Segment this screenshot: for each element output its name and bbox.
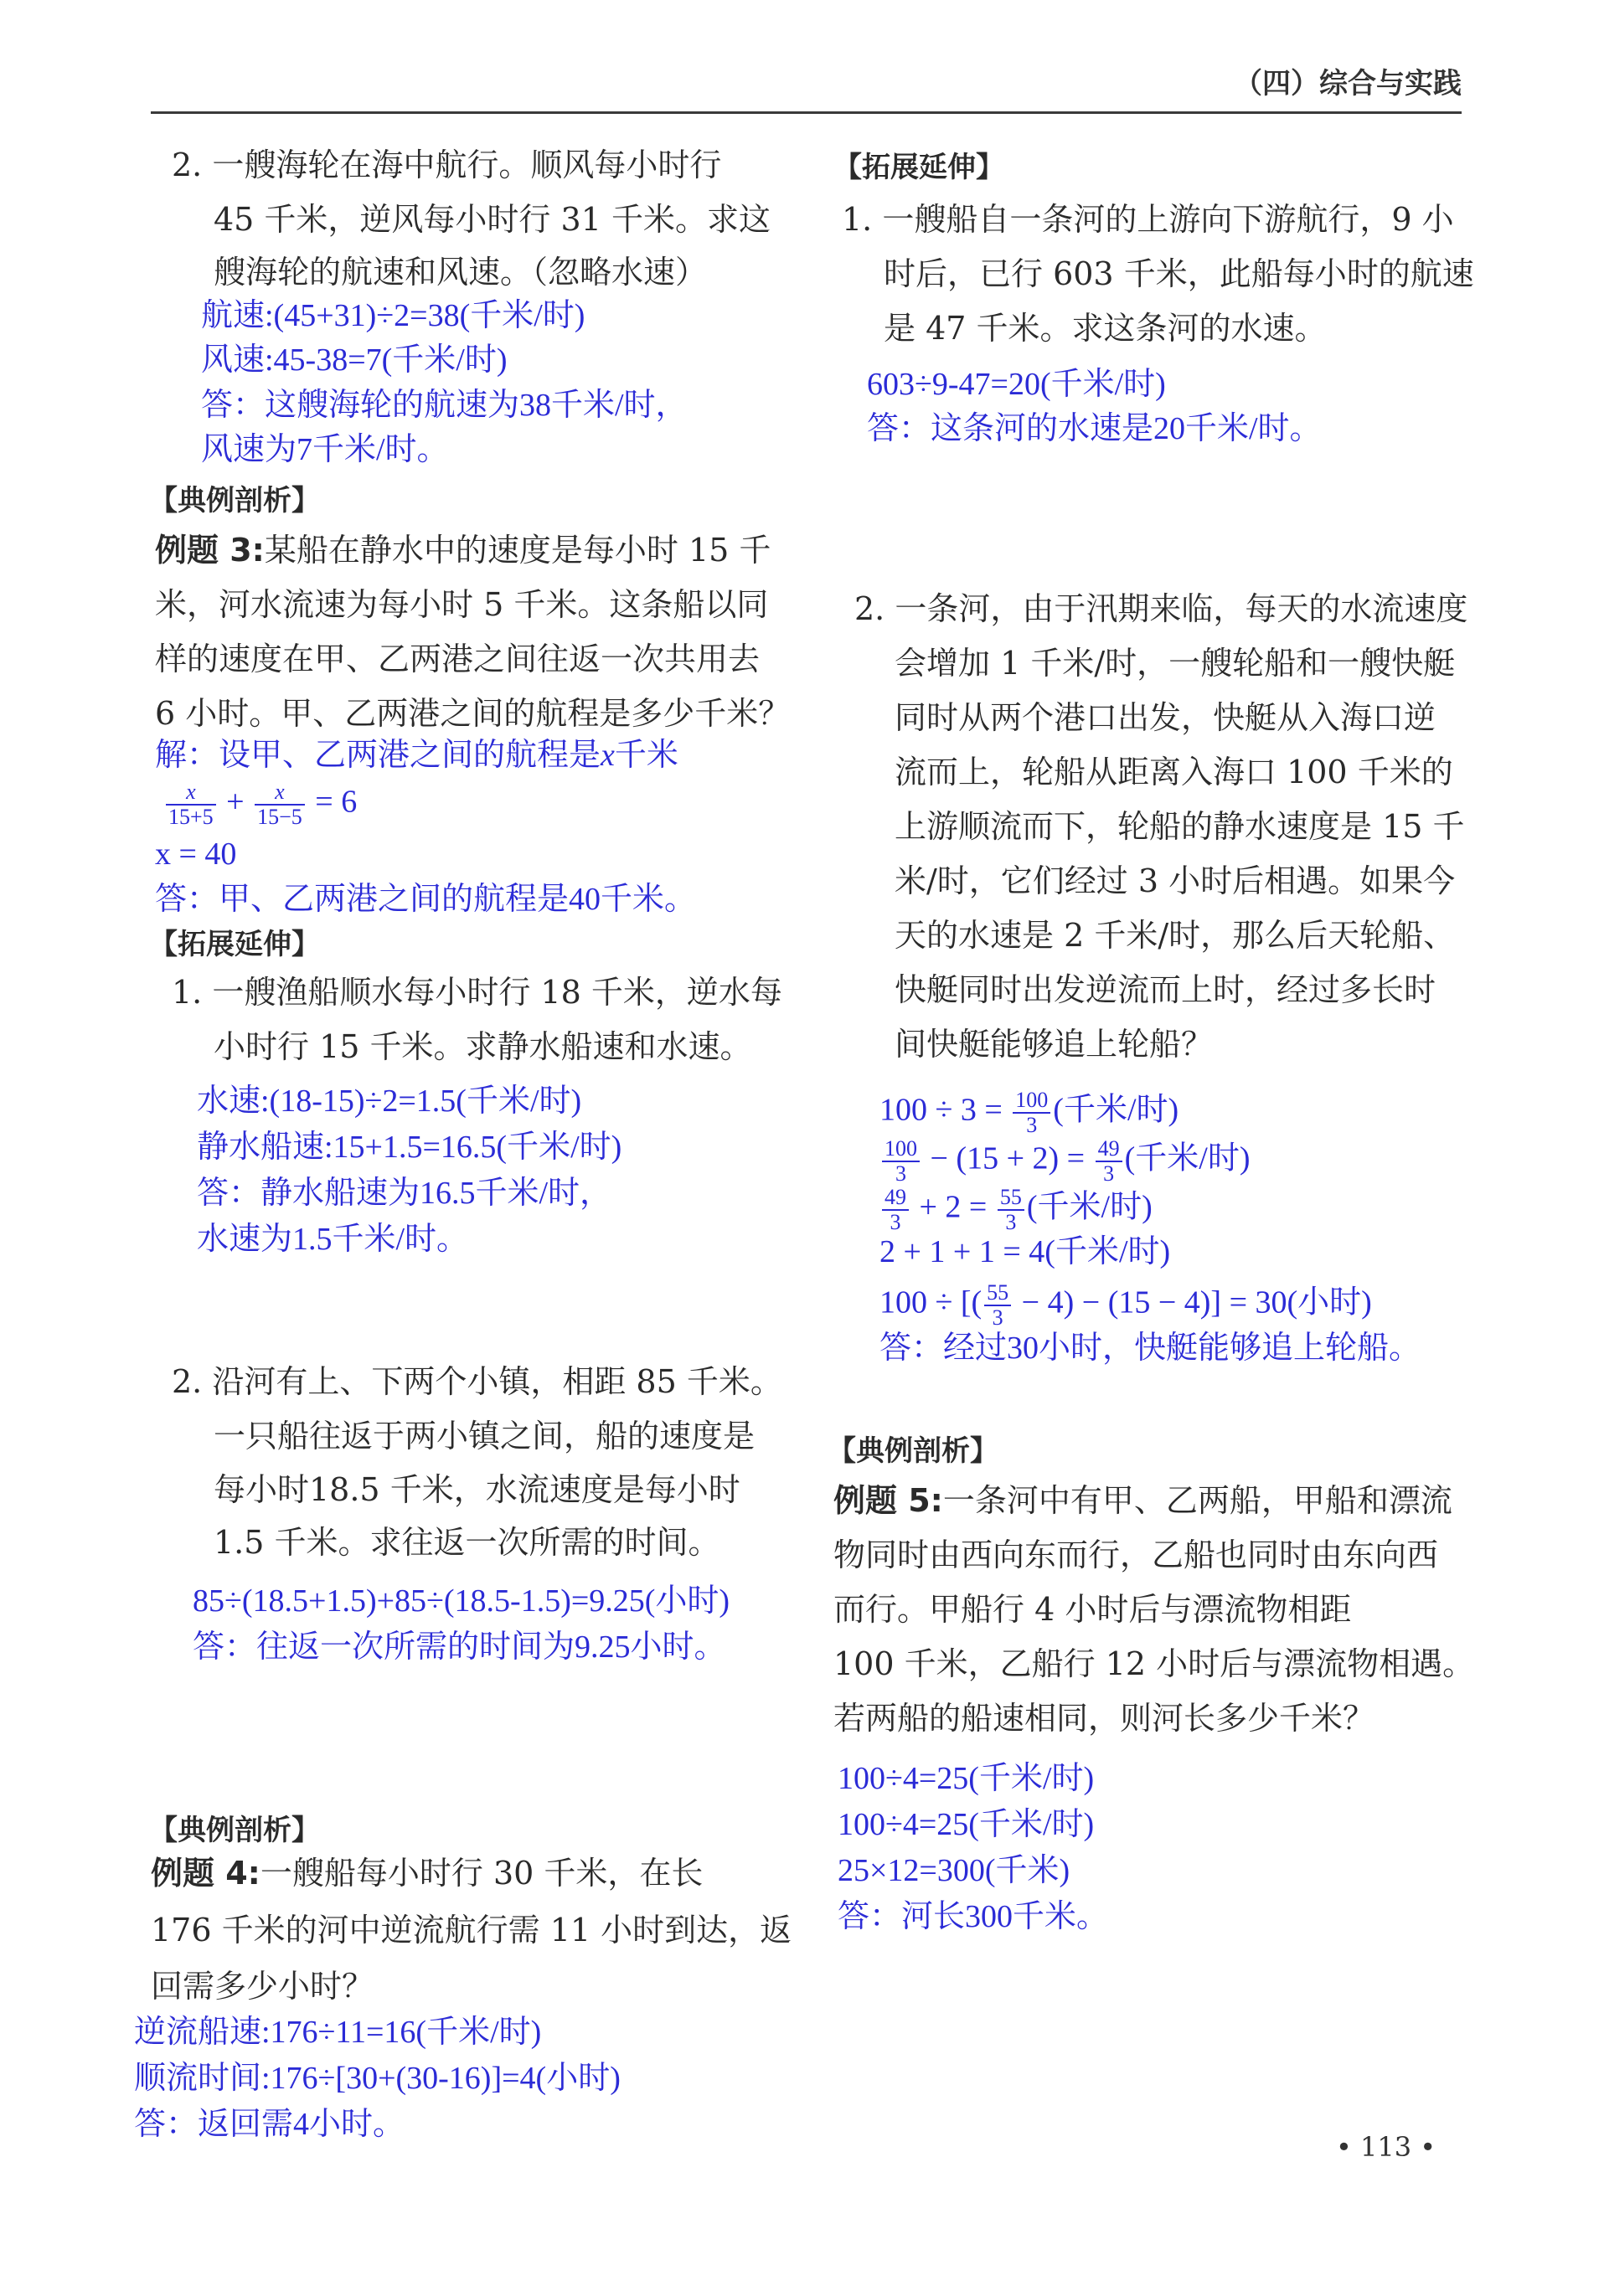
handwritten-answer: 100÷4=25(千米/时) <box>838 1761 1095 1796</box>
example-label: 例题 3: <box>155 532 265 569</box>
section-heading: 【典例剖析】 <box>149 1814 320 1847</box>
equation: $\frac{x}{15+5}$ + $\frac{x}{15-5}$ = 6 <box>163 780 357 829</box>
handwritten-answer: 答：往返一次所需的时间为9.25小时。 <box>193 1629 726 1665</box>
handwritten-answer: 水速:(18-15)÷2=1.5(千米/时) <box>197 1084 582 1119</box>
problem-text: 快艇同时出发逆流而上时，经过多长时 <box>895 971 1436 1008</box>
problem-text: 会增加 1 千米/时，一艘轮船和一艘快艇 <box>895 645 1456 682</box>
problem-text: 米，河水流速为每小时 5 千米。这条船以同 <box>155 586 769 623</box>
chapter-heading: （四）综合与实践 <box>1234 67 1462 100</box>
problem-text: 样的速度在甲、乙两港之间往返一次共用去 <box>155 641 761 677</box>
problem-text: 物同时由西向东而行，乙船也同时由东向西 <box>833 1537 1439 1573</box>
handwritten-answer: 静水船速:15+1.5=16.5(千米/时) <box>197 1130 622 1165</box>
handwritten-answer: 603÷9-47=20(千米/时) <box>867 367 1166 402</box>
handwritten-answer: 顺流时间:176÷[30+(30-16)]=4(小时) <box>134 2061 621 2096</box>
problem-text: 天的水速是 2 千米/时，那么后天轮船、 <box>895 917 1456 954</box>
problem-text: 45 千米，逆风每小时行 31 千米。求这 <box>214 201 771 238</box>
example-label: 例题 4: <box>151 1855 260 1892</box>
section-heading: 【拓展延伸】 <box>833 151 1004 184</box>
problem-text: 1. 一艘船自一条河的上游向下游航行，9 小 <box>842 201 1454 238</box>
handwritten-answer: 风速:45-38=7(千米/时) <box>201 342 508 378</box>
fraction: $\frac{100}{3}$ <box>1013 1089 1050 1137</box>
handwritten-answer: 2 + 1 + 1 = 4(千米/时) <box>879 1234 1171 1269</box>
handwritten-answer: 答：河长300千米。 <box>838 1899 1109 1934</box>
handwritten-answer: 答：这条河的水速是20千米/时。 <box>867 411 1322 446</box>
handwritten-answer: 25×12=300(千米) <box>838 1853 1070 1888</box>
handwritten-answer: 答：返回需4小时。 <box>134 2107 405 2142</box>
problem-text: 每小时18.5 千米，水流速度是每小时 <box>214 1471 740 1508</box>
problem-text: 2. 一条河，由于汛期来临，每天的水流速度 <box>854 590 1468 627</box>
handwritten-answer: 答：静水船速为16.5千米/时， <box>197 1176 612 1211</box>
problem-text: 米/时，它们经过 3 小时后相遇。如果今 <box>895 862 1456 899</box>
handwritten-answer: 答：经过30小时，快艇能够追上轮船。 <box>879 1331 1421 1366</box>
problem-text: 6 小时。甲、乙两港之间的航程是多少千米？ <box>155 695 791 732</box>
problem-text: 时后，已行 603 千米，此船每小时的航速 <box>884 255 1474 292</box>
equation: 100 ÷ [( $\frac{55}{3}$ − 4) − (15 − 4)] = 30(小时) <box>879 1280 1372 1330</box>
problem-text: 2. 沿河有上、下两个小镇，相距 85 千米。 <box>172 1363 782 1400</box>
fraction: $\frac{49}{3}$ <box>882 1186 909 1234</box>
problem-text: 一只船往返于两小镇之间，船的速度是 <box>214 1418 756 1454</box>
problem-text: 小时行 15 千米。求静水船速和水速。 <box>214 1028 752 1065</box>
handwritten-answer: 风速为7千米/时。 <box>201 432 449 467</box>
problem-text: 100 千米，乙船行 12 小时后与漂流物相遇。 <box>833 1645 1475 1682</box>
problem-text: 是 47 千米。求这条河的水速。 <box>884 310 1327 347</box>
header-divider <box>151 111 1462 114</box>
section-heading: 【典例剖析】 <box>149 484 320 517</box>
handwritten-answer: x = 40 <box>155 837 237 872</box>
example-3-line: 例题 3:某船在静水中的速度是每小时 15 千 <box>155 532 771 569</box>
handwritten-answer: 85÷(18.5+1.5)+85÷(18.5-1.5)=9.25(小时) <box>193 1583 730 1619</box>
handwritten-answer: 解：设甲、乙两港之间的航程是x千米 <box>155 738 678 773</box>
handwritten-answer: 答：这艘海轮的航速为38千米/时， <box>201 388 688 423</box>
problem-text: 而行。甲船行 4 小时后与漂流物相距 <box>833 1591 1352 1628</box>
handwritten-answer: 水速为1.5千米/时。 <box>197 1222 469 1257</box>
example-label: 例题 5: <box>833 1482 943 1519</box>
page-number: • 113 • <box>1336 2131 1436 2163</box>
problem-text: 艘海轮的航速和风速。（忽略水速） <box>214 254 708 291</box>
problem-text: 上游顺流而下，轮船的静水速度是 15 千 <box>895 808 1465 845</box>
handwritten-answer: 逆流船速:176÷11=16(千米/时) <box>134 2015 542 2050</box>
handwritten-answer: 答：甲、乙两港之间的航程是40千米。 <box>155 882 697 917</box>
equation: $\frac{49}{3}$ + 2 = $\frac{55}{3}$ (千米/时) <box>879 1186 1153 1234</box>
fraction: $\frac{100}{3}$ <box>882 1137 920 1186</box>
fraction: $\frac{x}{15+5}$ <box>166 780 216 829</box>
problem-text: 176 千米的河中逆流航行需 11 小时到达，返 <box>151 1912 792 1949</box>
example-5-line: 例题 5:一条河中有甲、乙两船，甲船和漂流 <box>833 1482 1452 1519</box>
fraction: $\frac{x}{15-5}$ <box>255 780 305 829</box>
handwritten-answer: 100÷4=25(千米/时) <box>838 1807 1095 1842</box>
problem-text: 同时从两个港口出发，快艇从入海口逆 <box>895 699 1436 736</box>
problem-text: 1.5 千米。求往返一次所需的时间。 <box>214 1524 720 1561</box>
equation: 100 ÷ 3 = $\frac{100}{3}$ (千米/时) <box>879 1088 1179 1137</box>
fraction: $\frac{49}{3}$ <box>1096 1137 1122 1186</box>
problem-text: 2. 一艘海轮在海中航行。顺风每小时行 <box>172 147 722 183</box>
equation: $\frac{100}{3}$ − (15 + 2) = $\frac{49}{3}$ (千米/时) <box>879 1137 1250 1186</box>
section-heading: 【拓展延伸】 <box>149 928 320 961</box>
fraction: $\frac{55}{3}$ <box>998 1186 1024 1234</box>
section-heading: 【典例剖析】 <box>828 1434 998 1468</box>
example-4-line: 例题 4:一艘船每小时行 30 千米，在长 <box>151 1855 704 1892</box>
problem-text: 流而上，轮船从距离入海口 100 千米的 <box>895 754 1453 790</box>
problem-text: 回需多少小时？ <box>151 1968 374 2005</box>
problem-text: 若两船的船速相同，则河长多少千米？ <box>833 1700 1375 1737</box>
problem-text: 1. 一艘渔船顺水每小时行 18 千米，逆水每 <box>172 974 782 1011</box>
fraction: $\frac{55}{3}$ <box>984 1281 1011 1330</box>
handwritten-answer: 航速:(45+31)÷2=38(千米/时) <box>201 298 585 333</box>
problem-text: 间快艇能够追上轮船？ <box>895 1026 1214 1063</box>
